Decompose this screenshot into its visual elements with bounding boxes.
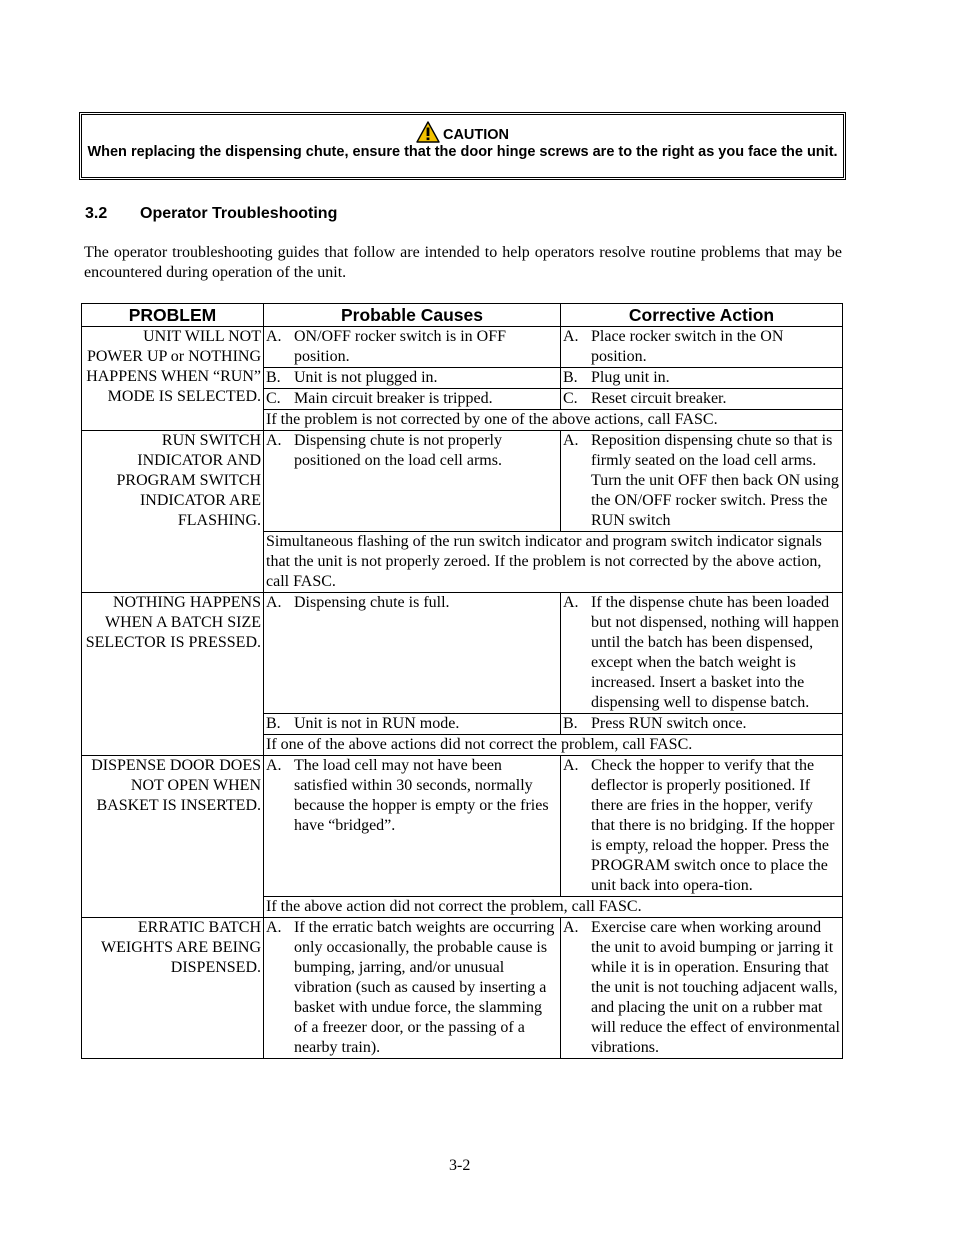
problem-cell: UNIT WILL NOT POWER UP or NOTHING HAPPENS WHEN “RUN” MODE IS SELECTED.	[82, 327, 264, 431]
cause-text: Dispensing chute is not properly positioned on the load cell arms.	[294, 432, 502, 469]
problem-cell: DISPENSE DOOR DOES NOT OPEN WHEN BASKET IS INSERTED.	[82, 756, 264, 918]
item-letter: A.	[266, 919, 282, 936]
cause-cell	[264, 756, 561, 897]
item-letter: C.	[563, 390, 578, 407]
action-cell	[561, 714, 843, 735]
note-cell: If the problem is not corrected by one of the above actions, call FASC.	[264, 410, 843, 431]
problem-cell: ERRATIC BATCH WEIGHTS ARE BEING DISPENSED.	[82, 918, 264, 1059]
action-text: Exercise care when working around the unit to avoid bumping or jarring it while it is in operation. Ensuring that the unit is not touching adjacent walls, and placing the unit on a rubber mat will reduce the effect of environmental vibrations.	[591, 919, 840, 1056]
action-text: Reposition dispensing chute so that is firmly seated on the load cell arms. Turn the unit OFF then back ON using the ON/OFF rocker switch. Press the RUN switch	[591, 432, 839, 529]
table-row	[82, 918, 843, 1059]
cause-cell	[264, 431, 561, 532]
cause-cell	[264, 593, 561, 714]
cause-text: Dispensing chute is full.	[294, 594, 450, 611]
table-row	[82, 756, 843, 897]
page-number: 3-2	[449, 1157, 471, 1174]
caution-text: When replacing the dispensing chute, ensure that the door hinge screws are to the right as you face the unit.	[87, 144, 838, 160]
caution-box	[79, 112, 846, 180]
action-cell	[561, 593, 843, 714]
action-text: Place rocker switch in the ON position.	[591, 328, 784, 365]
section-title: Operator Troubleshooting	[140, 205, 338, 222]
action-cell	[561, 327, 843, 368]
item-letter: B.	[266, 369, 281, 386]
action-cell	[561, 431, 843, 532]
cause-text: Unit is not in RUN mode.	[294, 715, 460, 732]
table-header-row	[82, 304, 843, 327]
cause-text: Main circuit breaker is tripped.	[294, 390, 493, 407]
cause-cell	[264, 918, 561, 1059]
cause-text: Unit is not plugged in.	[294, 369, 438, 386]
item-letter: A.	[563, 757, 579, 774]
item-letter: B.	[563, 715, 578, 732]
action-cell	[561, 756, 843, 897]
note-cell: Simultaneous flashing of the run switch indicator and program switch indicator signals that the unit is not properly zeroed. If the problem is not corrected by the above action, call FASC.	[264, 532, 843, 593]
caution-heading: CAUTION	[442, 127, 510, 143]
cause-cell	[264, 327, 561, 368]
note-cell: If the above action did not correct the problem, call FASC.	[264, 897, 843, 918]
item-letter: A.	[266, 594, 282, 611]
item-letter: A.	[563, 432, 579, 449]
action-text: Check the hopper to verify that the deflector is properly positioned. If there are fries in the hopper, verify that there is no bridging. If the hopper is empty, reload the hopper. Press the PROGRAM switch once to place the unit back into opera-tion.	[591, 757, 835, 894]
item-letter: A.	[563, 594, 579, 611]
header-probable-causes: Probable Causes	[264, 304, 561, 327]
action-cell	[561, 389, 843, 410]
section-heading	[85, 205, 337, 223]
caution-heading-row	[82, 117, 843, 143]
cause-text: The load cell may not have been satisfied within 30 seconds, normally because the hopper is empty or the fries have “bridged”.	[294, 757, 549, 834]
caution-inner	[81, 114, 844, 178]
item-letter: B.	[266, 715, 281, 732]
action-text: Reset circuit breaker.	[591, 390, 727, 407]
cause-cell	[264, 714, 561, 735]
cause-text: If the erratic batch weights are occurring only occasionally, the probable cause is bumping, jarring, and/or unusual vibration (such as caused by inserting a basket with undue force, the slamming of a freezer door, or the passing of a nearby train).	[294, 919, 555, 1056]
table-row	[82, 327, 843, 368]
header-problem: PROBLEM	[82, 304, 264, 327]
item-letter: A.	[266, 757, 282, 774]
table-row	[82, 593, 843, 714]
item-letter: A.	[266, 328, 282, 345]
troubleshooting-table	[81, 303, 843, 1059]
section-number: 3.2	[85, 205, 108, 222]
problem-cell: NOTHING HAPPENS WHEN A BATCH SIZE SELECTOR IS PRESSED.	[82, 593, 264, 756]
action-text: Plug unit in.	[591, 369, 670, 386]
header-corrective-action: Corrective Action	[561, 304, 843, 327]
note-cell: If one of the above actions did not correct the problem, call FASC.	[264, 735, 843, 756]
warning-triangle-icon	[416, 121, 440, 143]
action-text: Press RUN switch once.	[591, 715, 747, 732]
item-letter: B.	[563, 369, 578, 386]
intro-paragraph: The operator troubleshooting guides that follow are intended to help operators resolve routine problems that may be encountered during operation of the unit.	[84, 244, 842, 281]
problem-cell: RUN SWITCH INDICATOR AND PROGRAM SWITCH INDICATOR ARE FLASHING.	[82, 431, 264, 593]
item-letter: A.	[563, 919, 579, 936]
action-text: If the dispense chute has been loaded but not dispensed, nothing will happen until the batch has been dispensed, except when the batch weight is increased. Insert a basket into the dispensing well to dispense batch.	[591, 594, 839, 711]
item-letter: C.	[266, 390, 281, 407]
cause-cell	[264, 368, 561, 389]
action-cell	[561, 918, 843, 1059]
item-letter: A.	[563, 328, 579, 345]
table-row	[82, 431, 843, 532]
item-letter: A.	[266, 432, 282, 449]
cause-cell	[264, 389, 561, 410]
action-cell	[561, 368, 843, 389]
cause-text: ON/OFF rocker switch is in OFF position.	[294, 328, 507, 365]
